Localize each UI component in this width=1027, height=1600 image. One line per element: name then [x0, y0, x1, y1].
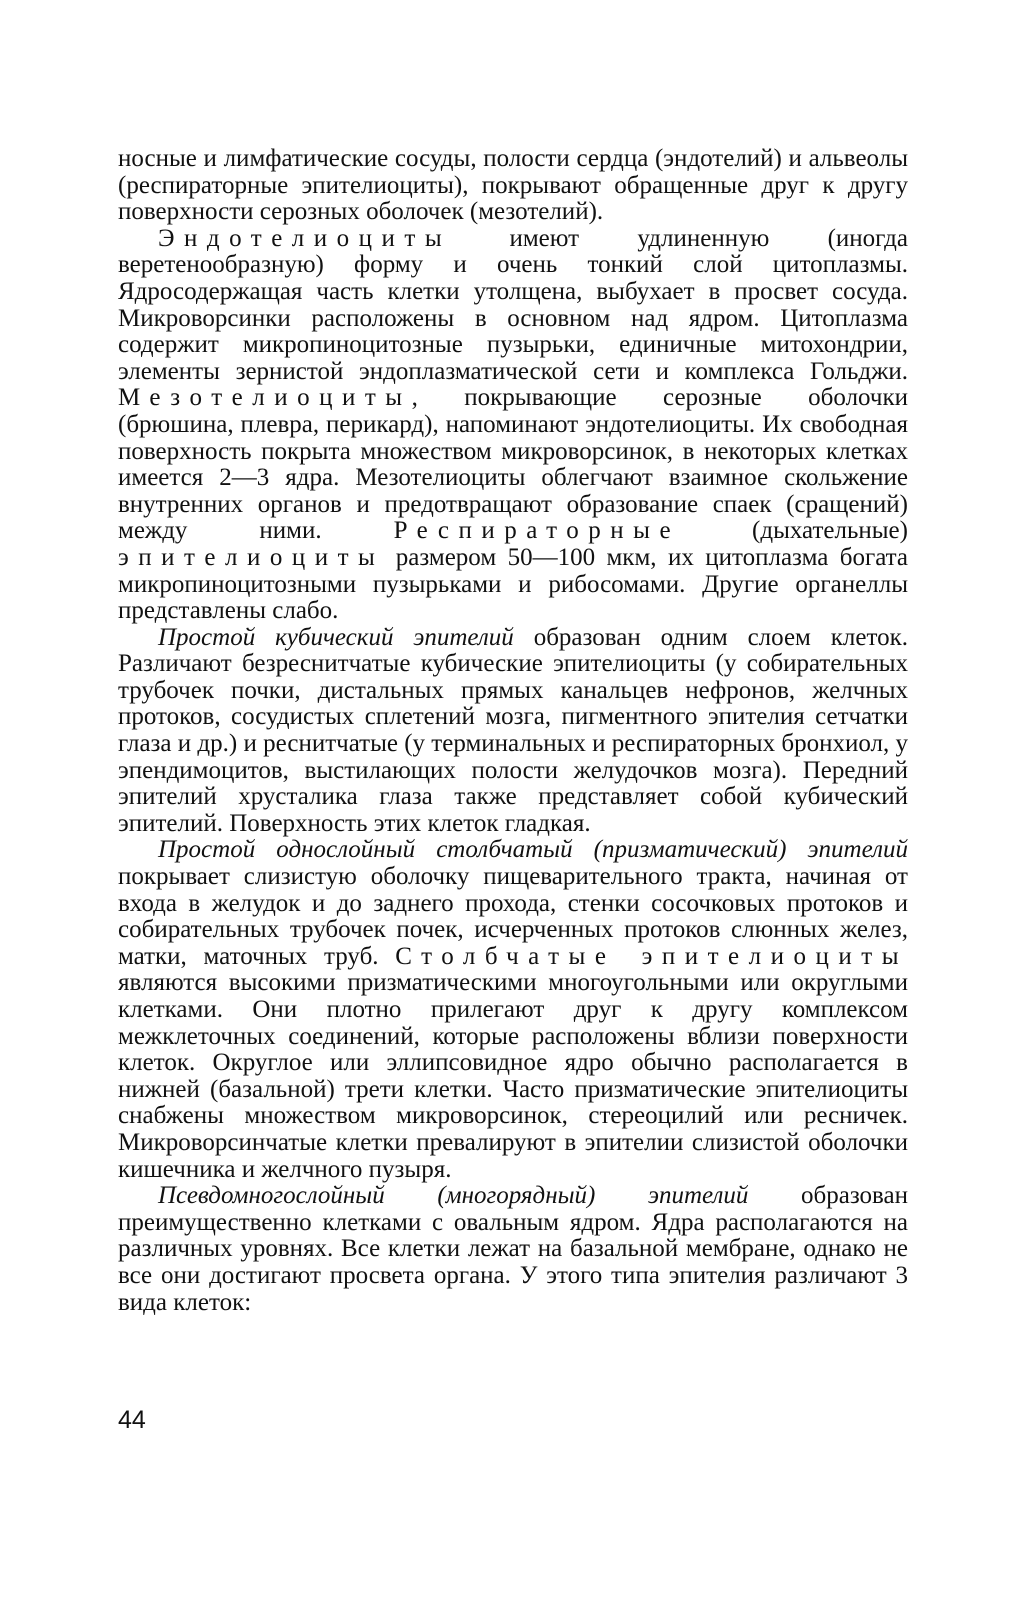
- term-columnar-epitheliocytes: Столбчатые эпителиоциты: [395, 942, 908, 970]
- text-run: покрывает слизистую оболочку пищеварительного тракта, начиная от входа в желудок и до заднего прохода, стенки сосочковых протоков и собирательных трубочек почек, исчерченных протоков слюнных желез, матки, маточных труб.: [118, 863, 908, 970]
- heading-columnar-epithelium: Простой однослойный столбчатый (призматический) эпителий: [158, 836, 908, 864]
- paragraph-5: [118, 1183, 908, 1316]
- paragraph-1: [118, 146, 908, 226]
- term-epitheliocytes: эпителиоциты: [118, 543, 385, 571]
- heading-pseudostratified-epithelium: Псевдомногослойный (многорядный) эпителий: [158, 1182, 749, 1210]
- text-run: имеют удлиненную (иногда веретенообразную) форму и очень тонкий слой цитоплазмы. Ядросодержащая часть клетки утолщена, выбухает в просвет сосуда. Микроворсинки расположены в основном над ядром. Цитоплазма содержит микропиноцитозные пузырьки, единичные митохондрии, элементы зернистой эндоплазматической сети и комплекса Гольджи.: [118, 224, 908, 385]
- text-run: (дыхательные): [680, 517, 908, 545]
- text-run: носные и лимфатические сосуды, полости сердца (эндотелий) и альвеолы (респираторные эпителиоциты), покрывают обращенные друг к другу поверхности серозных оболочек (мезотелий).: [118, 145, 908, 226]
- heading-cuboidal-epithelium: Простой кубический эпителий: [158, 623, 514, 651]
- text-run: образован одним слоем клеток. Различают безреснитчатые кубические эпителиоциты (у собирательных трубочек почки, дистальных прямых канальцев нефронов, желчных протоков, сосудистых сплетений мозга, пигментного эпителия сетчатки глаза и др.) и реснитчатые (у терминальных и респираторных бронхиол, у эпендимоцитов, выстилающих полости желудочков мозга). Передний эпителий хрусталика глаза также представляет собой кубический эпителий. Поверхность этих клеток гладкая.: [118, 623, 908, 837]
- text-run: являются высокими призматическими многоугольными или округлыми клетками. Они плотно прилегают друг к другу комплексом межклеточных соединений, которые расположены вблизи поверхности клеток. Округлое или эллипсовидное ядро обычно располагается в нижней (базальной) трети клетки. Часто призматические эпителиоциты снабжены множеством микроворсинок, стереоцилий или ресничек. Микроворсинчатые клетки превалируют в эпителии слизистой оболочки кишечника и желчного пузыря.: [118, 969, 908, 1183]
- paragraph-3: [118, 625, 908, 838]
- paragraph-2: [118, 226, 908, 625]
- term-endotheliocytes: Эндотелиоциты: [158, 224, 452, 252]
- page-body: [118, 146, 908, 1316]
- paragraph-4: [118, 837, 908, 1183]
- text-run: образован преимущественно клетками с овальным ядром. Ядра располагаются на различных уровнях. Все клетки лежат на базальной мембране, однако не все они достигают просвета органа. У этого типа эпителия различают 3 вида клеток:: [118, 1182, 908, 1316]
- text-run: , покрывающие серозные оболочки (брюшина, плевра, перикард), напоминают эндотелиоциты. Их свободная поверхность покрыта множеством микроворсинок, в некоторых клетках имеется 2—3 ядра. Мезотелиоциты облегчают взаимное скольжение внутренних органов и предотвращают образование спаек (сращений) между ними.: [118, 384, 908, 545]
- text-run: размером 50—100 мкм, их цитоплазма богата микропиноцитозными пузырьками и рибосомами. Другие органеллы представлены слабо.: [118, 543, 908, 625]
- term-respiratory: Респираторные: [393, 517, 681, 545]
- page-number: 44: [118, 1406, 146, 1434]
- term-mesotheliocytes: Мезотелиоциты: [118, 384, 412, 412]
